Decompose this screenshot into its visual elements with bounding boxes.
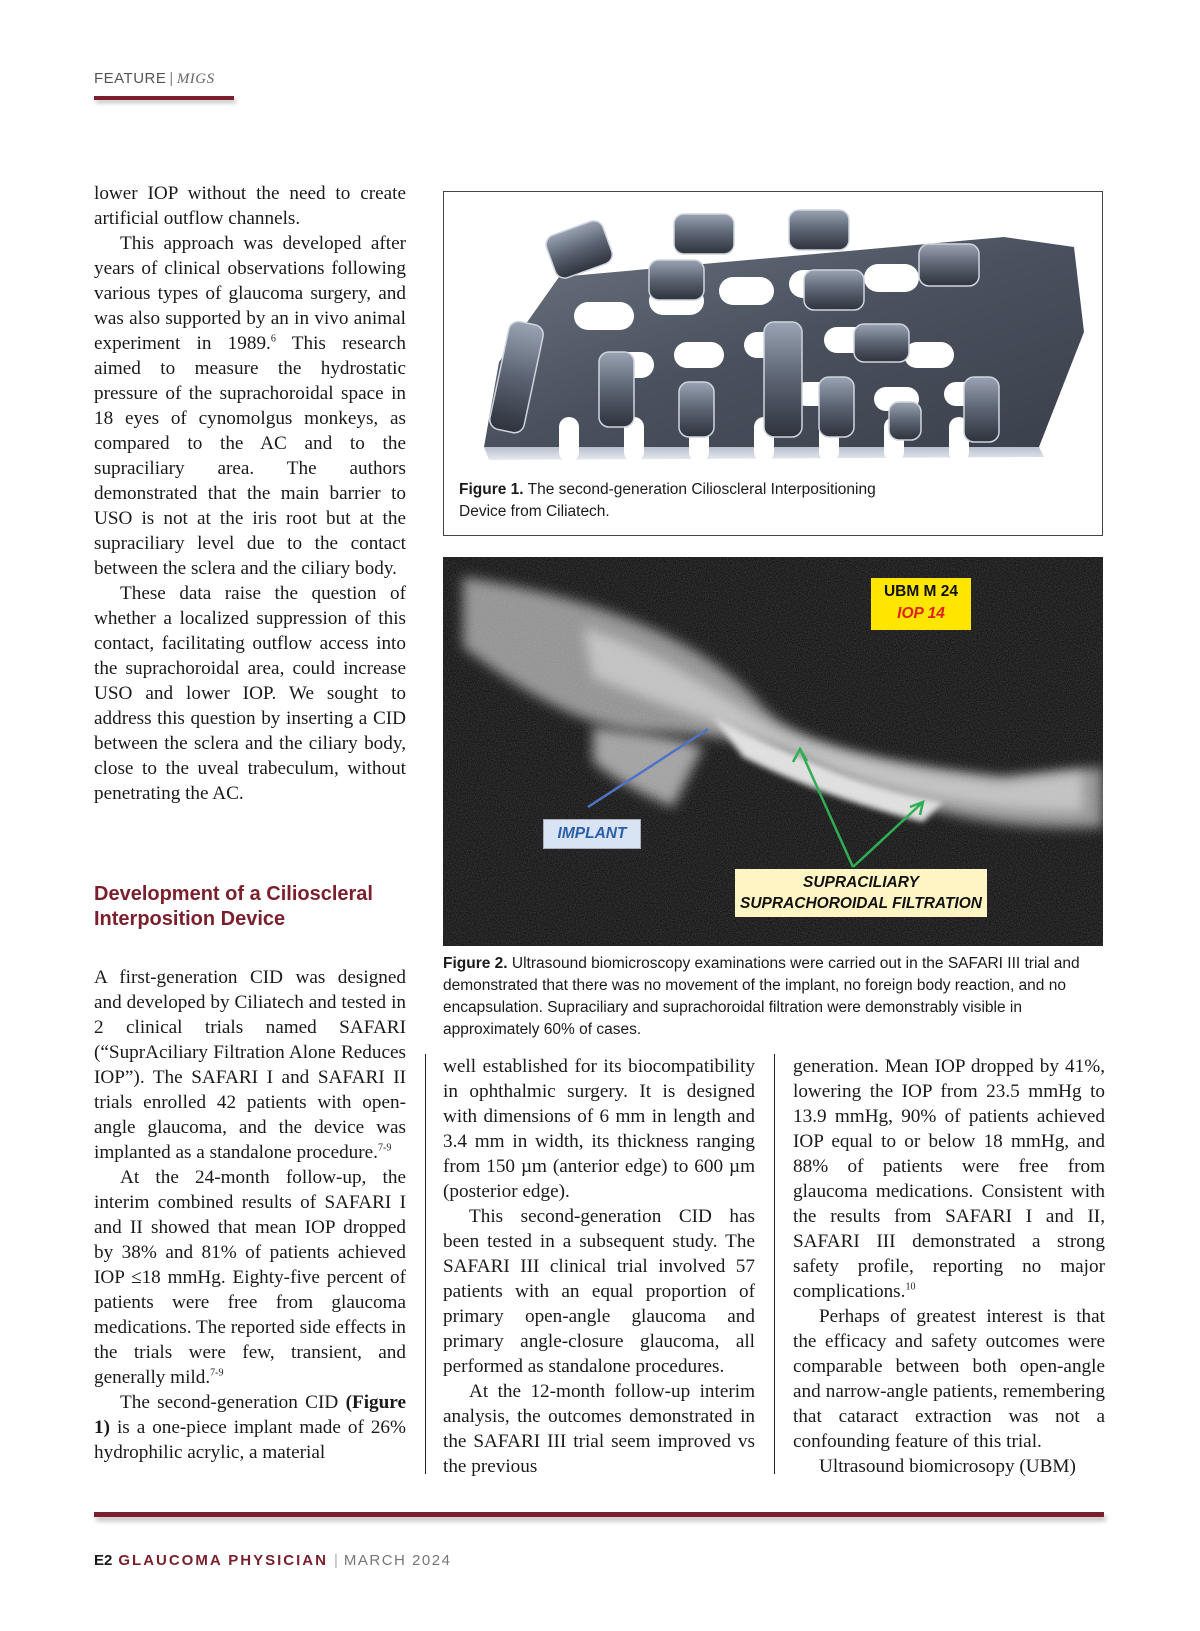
footer-rule — [94, 1512, 1104, 1517]
paragraph: This second-generation CID has been tested in a subsequent study. The SAFARI III clinical trial involved 57 patients with an equal proportion of primary open-angle glaucoma and primary angle-closure glaucoma, all performed as standalone procedures. — [443, 1206, 755, 1377]
footer — [94, 1552, 451, 1569]
column-1-bottom — [94, 965, 406, 1465]
figure-label: Figure 2. — [443, 955, 508, 972]
reference-marker: 10 — [905, 1281, 916, 1293]
column-3 — [793, 1054, 1105, 1479]
journal-name: GLAUCOMA PHYSICIAN — [118, 1552, 328, 1569]
paragraph: Perhaps of greatest interest is that the efficacy and safety outcomes were comparable between both open-angle and narrow-angle patients, remembering that cataract extraction was not a confounding feature of this trial. — [793, 1306, 1105, 1452]
ubm-badge — [871, 578, 971, 630]
figure-1 — [443, 191, 1103, 536]
reference-marker: 7-9 — [377, 1142, 392, 1154]
paragraph: At the 24-month follow-up, the interim combined results of SAFARI I and II showed that mean IOP dropped by 38% and 81% of patients achieved IOP ≤18 mmHg. Eighty-five percent of patients were free from glaucoma medications. The reported side effects in the trials were few, transient, and generally mild.$^{7-9}$ — [94, 1167, 406, 1388]
column-divider — [774, 1054, 775, 1474]
paragraph: Ultrasound biomicrosopy (UBM) — [819, 1456, 1076, 1477]
implant-label-box — [543, 819, 641, 849]
section-heading: Development of a Cilioscleral Interposition Device — [94, 883, 373, 930]
page-number: E2 — [94, 1552, 113, 1569]
filtration-label-box — [735, 869, 987, 917]
implant-label: IMPLANT — [557, 825, 627, 842]
section-label: FEATURE — [94, 70, 167, 87]
header-rule — [94, 96, 234, 100]
figure-label: Figure 1. — [459, 481, 524, 498]
column-divider — [425, 1054, 426, 1474]
ubm-badge-line1: UBM M 24 — [883, 583, 959, 600]
reference-marker: 6 — [270, 333, 276, 345]
figure-2-caption: Figure 2. Ultrasound biomicroscopy examinations were carried out in the SAFARI III trial and demonstrated that there was no movement of the implant, no foreign body reaction, and no encapsulation. Supraciliary and suprachoroidal filtration were demonstrably visible in approximately 60% of cases. — [443, 955, 1080, 1038]
paragraph: This approach was developed after years of clinical observations following various types of glaucoma surgery, and was also supported by an in vivo animal experiment in 1989.$^6$ This research aimed to measure the hydrostatic pressure of the suprachoroidal space in 18 eyes of cynomolgus monkeys, as compared to the AC and to the supraciliary area. The authors demonstrated that the main barrier to USO is not at the iris root but at the supraciliary level due to the contact between the sclera and the ciliary body. — [94, 233, 406, 579]
footer-divider: | — [333, 1552, 338, 1569]
paragraph: lower IOP without the need to create artificial outflow channels. — [94, 183, 406, 229]
paragraph: generation. Mean IOP dropped by 41%, lowering the IOP from 23.5 mmHg to 13.9 mmHg, 90% of patients achieved IOP equal to or below 18 mmHg, and 88% of patients were free from glaucoma medications. Consistent with the results from SAFARI I and II, SAFARI III demonstrated a strong safety profile, reporting no major complications.$^{10}$ — [793, 1056, 1105, 1302]
ubm-badge-line2: IOP 14 — [897, 605, 945, 622]
issue-date: MARCH 2024 — [343, 1552, 452, 1569]
figure-1-caption: Figure 1. The second-generation Cilioscleral Interpositioning Device from Ciliatech. — [459, 481, 876, 520]
running-header — [94, 70, 215, 88]
topic-label: MIGS — [176, 71, 215, 87]
header-divider: | — [169, 70, 174, 87]
figure-2 — [443, 557, 1103, 946]
filtration-label-line1: SUPRACILIARY — [803, 874, 919, 891]
paragraph: well established for its biocompatibility in ophthalmic surgery. It is designed with dimensions of 6 mm in length and 3.4 mm in width, its thickness ranging from 150 µm (anterior edge) to 600 µm (posterior edge). — [443, 1056, 755, 1202]
paragraph: A first-generation CID was designed and developed by Ciliatech and tested in 2 clinical trials named SAFARI (“SuprAciliary Filtration Alone Reduces IOP”). The SAFARI I and SAFARI II trials enrolled 42 patients with open-angle glaucoma, and the device was implanted as a standalone procedure.$^{7-9}$ — [94, 967, 406, 1163]
paragraph: The second-generation CID (Figure 1) is a one-piece implant made of 26% hydrophilic acrylic, a material — [94, 1392, 406, 1463]
column-1-top — [94, 181, 406, 806]
paragraph: These data raise the question of whether a localized suppression of this contact, facilitating outflow access into the suprachoroidal area, could increase USO and lower IOP. We sought to address this question by inserting a CID between the sclera and the ciliary body, close to the uveal trabeculum, without penetrating the AC. — [94, 583, 406, 804]
figure-reference: (Figure 1) — [94, 1392, 406, 1438]
filtration-label-line2: SUPRACHOROIDAL FILTRATION — [740, 895, 982, 912]
reference-marker: 7-9 — [210, 1367, 224, 1379]
column-2 — [443, 1054, 755, 1479]
paragraph: At the 12-month follow-up interim analysis, the outcomes demonstrated in the SAFARI III trial seem improved vs the previous — [443, 1381, 755, 1477]
